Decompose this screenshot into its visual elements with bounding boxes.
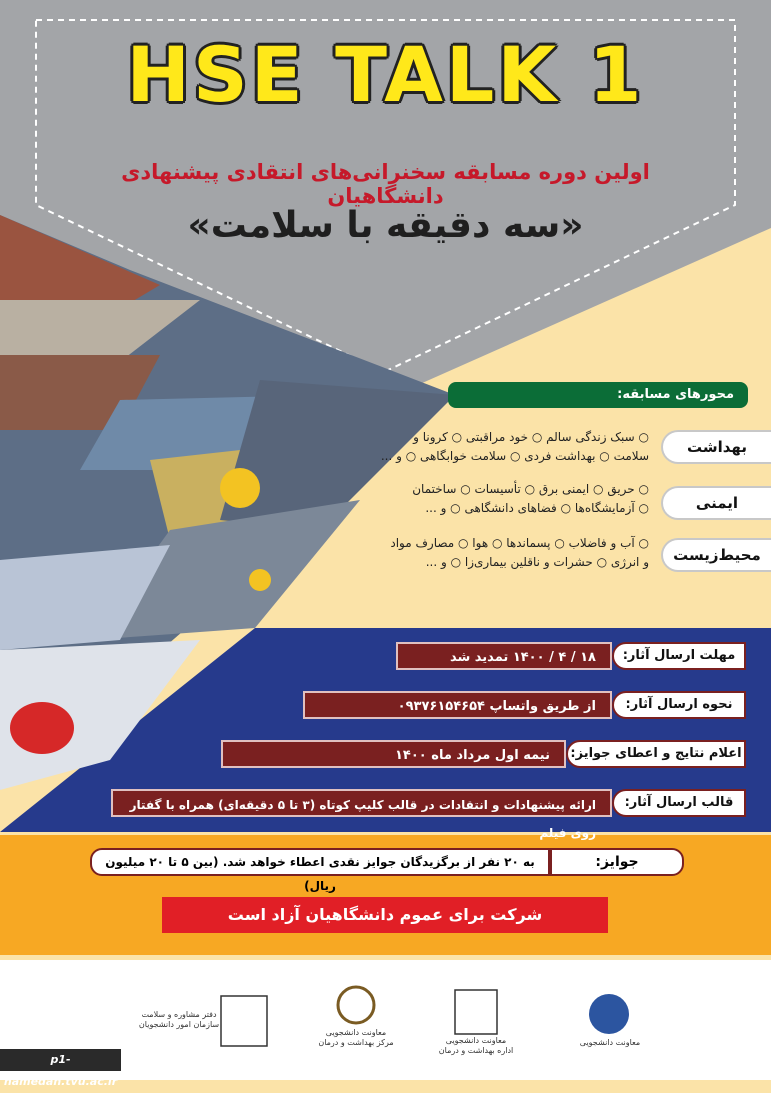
- helmet-icon-2: [249, 569, 271, 591]
- logo-university-2-line2: مرکز بهداشت و درمان: [318, 1038, 394, 1047]
- logo-university-4-line1: معاونت دانشجویی: [579, 1038, 641, 1047]
- event-subtitle: اولین دوره مسابقه سخنرانی‌های انتقادی پیشنهادی دانشگاهیان: [121, 160, 650, 208]
- topics-health-line2: سلامت ○ بهداشت فردی ○ سلامت خوابگاهی ○ و ...: [380, 449, 649, 463]
- deadline-value: ۱۸ / ۴ / ۱۴۰۰ تمدید شد: [396, 642, 612, 670]
- category-environment: محیط‌زیست: [661, 538, 771, 572]
- site-url[interactable]: p1-hamedan.tvu.ac.ir: [0, 1049, 121, 1071]
- format-label: قالب ارسال آثار:: [612, 789, 746, 817]
- event-slogan: «سه دقیقه با سلامت»: [187, 205, 584, 246]
- logo-counseling-line2: سازمان امور دانشجویان: [138, 1020, 220, 1029]
- method-label: نحوه ارسال آثار:: [612, 691, 746, 719]
- topics-safety: [349, 480, 649, 518]
- logo-circle-4: [589, 994, 629, 1034]
- logo-university-2: [316, 1028, 396, 1048]
- format-value: ارائه پیشنهادات و انتقادات در قالب کلیپ کوتاه (۳ تا ۵ دقیقه‌ای) همراه با گفتار روی فیلم: [111, 789, 612, 817]
- prizes-label: جوایز:: [550, 848, 684, 876]
- topics-health-line1: ○ سبک زندگی سالم ○ خود مراقبتی ○ کرونا و: [413, 430, 649, 444]
- heart-icon: [10, 702, 74, 754]
- logo-university-2-line1: معاونت دانشجویی: [325, 1028, 387, 1037]
- participation-banner: شرکت برای عموم دانشگاهیان آزاد است: [162, 897, 608, 933]
- logo-university-3: [436, 1036, 516, 1056]
- topics-safety-line1: ○ حریق ○ ایمنی برق ○ تأسیسات ○ ساختمان: [412, 482, 649, 496]
- helmet-icon: [220, 468, 260, 508]
- category-safety: ایمنی: [661, 486, 771, 520]
- logo-university-3-line1: معاونت دانشجویی: [445, 1036, 507, 1045]
- topics-environment-line2: و انرژی ○ حشرات و ناقلین بیماری‌زا ○ و ...: [425, 555, 649, 569]
- results-label: اعلام نتایج و اعطای جوایز:: [566, 740, 746, 768]
- results-value: نیمه اول مرداد ماه ۱۴۰۰: [221, 740, 566, 768]
- topics-environment: [349, 534, 649, 572]
- axes-heading: محورهای مسابقه:: [448, 382, 748, 408]
- topics-safety-line2: ○ آزمایشگاه‌ها ○ فضاهای دانشگاهی ○ و ...: [425, 501, 649, 515]
- logo-university-3-line2: اداره بهداشت و درمان: [438, 1046, 514, 1055]
- logo-counseling: [138, 1010, 220, 1030]
- category-health: بهداشت: [661, 430, 771, 464]
- logo-counseling-line1: دفتر مشاوره و سلامت: [141, 1010, 217, 1019]
- logo-university-4: [570, 1038, 650, 1048]
- prizes-value: به ۲۰ نفر از برگزیدگان جوایز نقدی اعطاء خواهد شد. (بین ۵ تا ۲۰ میلیون ریال): [90, 848, 550, 876]
- topics-health: [349, 428, 649, 466]
- method-value: از طریق واتساپ ۰۹۳۷۶۱۵۴۶۵۴: [303, 691, 612, 719]
- topics-environment-line1: ○ آب و فاضلاب ○ پسماندها ○ هوا ○ مصارف مواد: [390, 536, 649, 550]
- event-title: HSE TALK 1: [126, 30, 645, 119]
- deadline-label: مهلت ارسال آثار:: [612, 642, 746, 670]
